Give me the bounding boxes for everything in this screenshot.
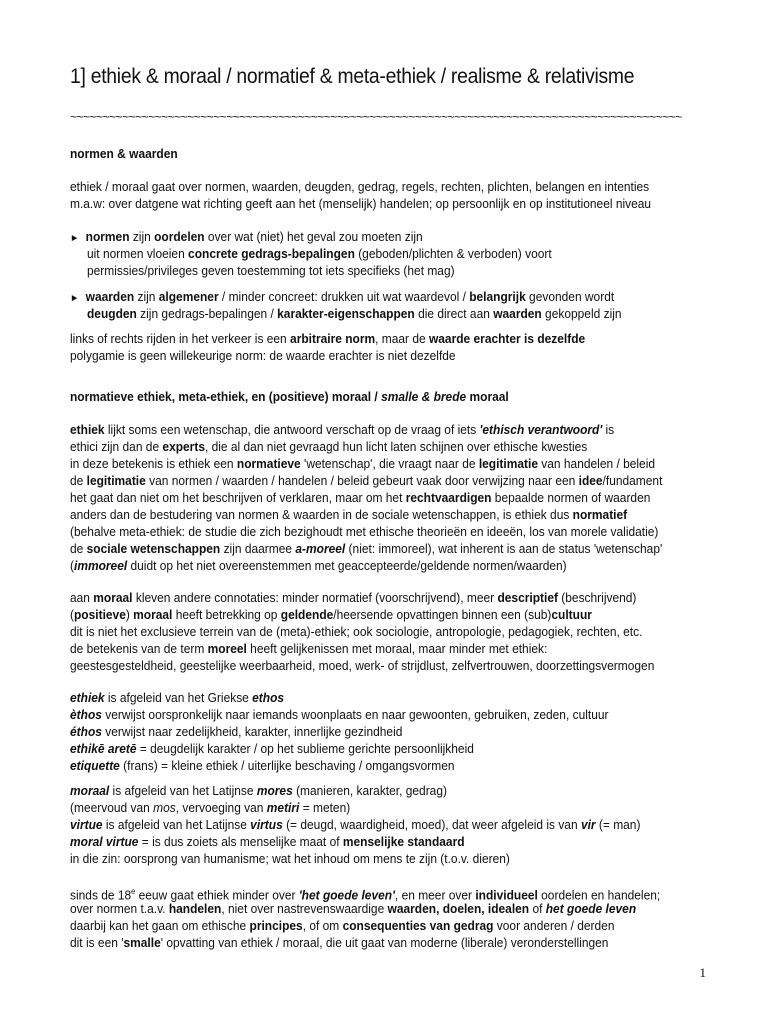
text-line: uit normen vloeien concrete gedrags-bepalingen (geboden/plichten & verboden) voort [87, 246, 552, 261]
text-line: èthos verwijst oorspronkelijk naar iemands woonplaats en naar gewoonten, gebruiken, zeden, cultuur [70, 707, 609, 722]
text-line: dit is een 'smalle' opvatting van ethiek / moraal, die uit gaat van moderne (liberale) veronderstellingen [70, 935, 609, 950]
text-line: deugden zijn gedrags-bepalingen / karakter-eigenschappen die direct aan waarden gekoppeld zijn [87, 306, 622, 321]
text-line: in deze betekenis is ethiek een normatieve 'wetenschap', die vraagt naar de legitimatie van handelen / beleid [70, 456, 656, 471]
text-line: sinds de 18e eeuw gaat ethiek minder over 'het goede leven', en meer over individueel oordelen en handelen; [70, 887, 661, 903]
text-line: m.a.w: over datgene wat richting geeft aan het (menselijk) handelen; op persoonlijk en op institutioneel niveau [70, 196, 652, 211]
text-line: geestesgesteldheid, geestelijke weerbaarheid, moed, werk- of strijdlust, zelfvertrouwen, doorzettingsvermogen [70, 658, 655, 673]
text-line: moral virtue = is dus zoiets als menselijke maat of menselijke standaard [70, 834, 465, 849]
text-line: virtue is afgeleid van het Latijnse virtus (= deugd, waardigheid, moed), dat weer afgeleid is van vir (= man) [70, 817, 641, 832]
bullet-arrow-icon: ► [70, 233, 80, 244]
text-line: permissies/privileges geven toestemming tot iets specifieks (het mag) [87, 263, 455, 278]
text-line: daarbij kan het gaan om ethische principes, of om consequenties van gedrag voor anderen / derden [70, 918, 615, 933]
section-heading-normatieve-ethiek: normatieve ethiek, meta-ethiek, en (positieve) moraal / smalle & brede moraal [70, 389, 509, 404]
text-line: éthos verwijst naar zedelijkheid, karakter, innerlijke gezindheid [70, 724, 403, 739]
bullet-normen: ► normen zijn oordelen over wat (niet) het geval zou moeten zijn [70, 228, 423, 247]
bullet-arrow-icon: ► [70, 293, 80, 304]
divider-line: ~~~~~~~~~~~~~~~~~~~~~~~~~~~~~~~~~~~~~~~~~~~~~~~~~~~~~~~~~~~~~~~~~~~~~~~~~~~~~~~~~~~~~~~~~~~~~~ [70, 110, 682, 124]
text-line: ethiek / moraal gaat over normen, waarden, deugden, gedrag, regels, rechten, plichten, belangen en intenties [70, 179, 650, 194]
text-line: links of rechts rijden in het verkeer is een arbitraire norm, maar de waarde erachter is dezelfde [70, 331, 586, 346]
text-line: de sociale wetenschappen zijn daarmee a-moreel (niet: immoreel), wat inherent is aan de status 'wetenschap' [70, 541, 663, 556]
page-title: 1] ethiek & moraal / normatief & meta-ethiek / realisme & relativisme [70, 64, 635, 88]
page-number: 1 [699, 965, 706, 980]
text-line: de betekenis van de term moreel heeft gelijkenissen met moraal, maar minder met ethiek: [70, 641, 548, 656]
text-line: aan moraal kleven andere connotaties: minder normatief (voorschrijvend), meer descriptief (beschrijvend) [70, 590, 637, 605]
text-line: (immoreel duidt op het niet overeenstemmen met geaccepteerde/geldende normen/waarden) [70, 558, 567, 573]
bullet-waarden: ► waarden zijn algemener / minder concreet: drukken uit wat waardevol / belangrijk gevonden wordt [70, 288, 614, 307]
text-line: etiquette (frans) = kleine ethiek / uiterlijke beschaving / omgangsvormen [70, 758, 455, 773]
text-line: (positieve) moraal heeft betrekking op geldende/heersende opvattingen binnen een (sub)cultuur [70, 607, 592, 622]
text-line: ethikē aretē = deugdelijk karakter / op het sublieme gerichte persoonlijkheid [70, 741, 474, 756]
text-line: het gaat dan niet om het beschrijven of verklaren, maar om het rechtvaardigen bepaalde normen of waarden [70, 490, 651, 505]
text-line: anders dan de bestudering van normen & waarden in de sociale wetenschappen, is ethiek dus normatief [70, 507, 628, 522]
text-line: (meervoud van mos, vervoeging van metiri = meten) [70, 800, 351, 815]
text-line: (behalve meta-ethiek: de studie die zich bezighoudt met ethische theorieën en ideeën, los van morele validatie) [70, 524, 659, 539]
text-line: polygamie is geen willekeurige norm: de waarde erachter is niet dezelfde [70, 348, 456, 363]
text-line: ethiek lijkt soms een wetenschap, die antwoord verschaft op de vraag of iets 'ethisch verantwoord' is [70, 422, 615, 437]
text-line: ethici zijn dan de experts, die al dan niet gevraagd hun licht laten schijnen over ethische kwesties [70, 439, 588, 454]
text-line: in die zin: oorsprong van humanisme; wat het inhoud om mens te zijn (t.o.v. dieren) [70, 851, 510, 866]
text-line: de legitimatie van normen / waarden / handelen / beleid gebeurt vaak door verwijzing naar een idee/fundament [70, 473, 663, 488]
text-line: ethiek is afgeleid van het Griekse ethos [70, 690, 285, 705]
text-line: moraal is afgeleid van het Latijnse mores (manieren, karakter, gedrag) [70, 783, 447, 798]
text-line: over normen t.a.v. handelen, niet over nastrevenswaardige waarden, doelen, idealen of het goede leven [70, 901, 637, 916]
section-heading-normen: normen & waarden [70, 146, 178, 161]
text-line: dit is niet het exclusieve terrein van de (meta)-ethiek; ook sociologie, antropologie, pedagogiek, rechten, etc. [70, 624, 643, 639]
